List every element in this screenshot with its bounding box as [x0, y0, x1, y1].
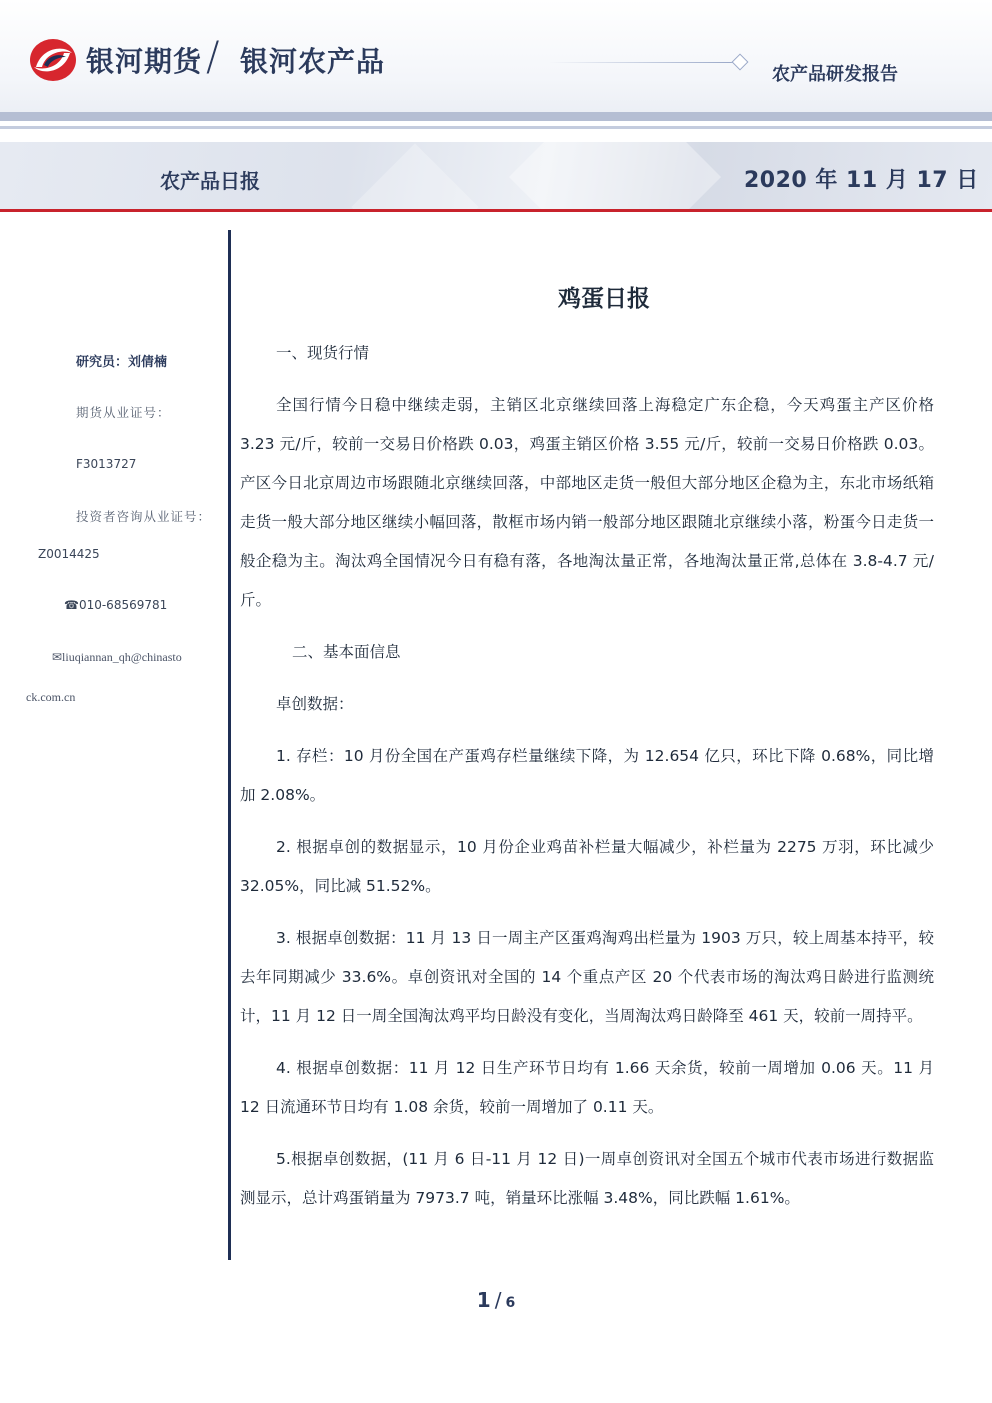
header-stripe: [0, 112, 992, 121]
spot-market-paragraph: 全国行情今日稳中继续走弱，主销区北京继续回落上海稳定广东企稳，今天鸡蛋主产区价格 3.23 元/斤，较前一交易日价格跌 0.03，鸡蛋主销区价格 3.55 元/斤，较前一交易日价格跌 0.03。产区今日北京周边市场跟随北京继续回落，中部地区走货一般但大部分地区企稳为主，东北市场纸箱走货一般大部分地区继续小幅回落，散框市场内销一般部分地区跟随北京继续小落，粉蛋今日走货一般企稳为主。淘汰鸡全国情况今日有稳有落，各地淘汰量正常，各地淘汰量正常,总体在 3.8-4.7 元/斤。: [240, 396, 934, 609]
list-item: 2. 根据卓创的数据显示，10 月份企业鸡苗补栏量大幅减少，补栏量为 2275 万羽，环比减少 32.05%，同比减 51.52%。: [240, 838, 934, 895]
list-item: 5.根据卓创数据，(11 月 6 日-11 月 12 日)一周卓创资讯对全国五个城市代表市场进行数据监测显示，总计鸡蛋销量为 7973.7 吨，销量环比涨幅 3.48%，同比跌幅 1.61%。: [240, 1150, 934, 1207]
cert-label: 期货从业证号：: [76, 405, 171, 420]
report-date: 2020 年 11 月 17 日: [744, 168, 979, 193]
brand-separator: /: [206, 34, 220, 80]
decorative-shape: [351, 143, 478, 210]
investor-cert-label: 投资者咨询从业证号：: [76, 509, 212, 524]
header-stripe-thin: [0, 126, 992, 129]
galaxy-futures-logo-icon: [28, 37, 78, 83]
red-divider: [0, 209, 992, 212]
decorative-line: [548, 62, 734, 63]
category-title: 农产品日报: [160, 169, 260, 193]
page-separator: /: [494, 1288, 502, 1312]
cert-number: F3013727: [76, 457, 137, 471]
page-number: [0, 1288, 992, 1312]
report-type: 农产品研发报告: [772, 64, 898, 85]
page-current: 1: [476, 1288, 491, 1312]
brand-name: 银河期货: [86, 45, 203, 78]
brand-subtitle: 银河农产品: [240, 45, 386, 78]
list-item: 3. 根据卓创数据：11 月 13 日一周主产区蛋鸡淘鸡出栏量为 1903 万只，较上周基本持平，较去年同期减少 33.6%。卓创资讯对全国的 14 个重点产区 20 个代表市场的淘汰鸡日龄进行监测统计，11 月 12 日一周全国淘汰鸡平均日龄没有变化，当周淘汰鸡日龄降至 461 天，较前一周持平。: [240, 929, 934, 1025]
section-heading-fundamentals: 二、基本面信息: [292, 643, 401, 661]
list-item: 4. 根据卓创数据：11 月 12 日生产环节日均有 1.66 天余货，较前一周增加 0.06 天。11 月 12 日流通环节日均有 1.08 余货，较前一周增加了 0.11 天。: [240, 1059, 934, 1116]
document-title: 鸡蛋日报: [558, 286, 650, 312]
page-total: 6: [505, 1295, 516, 1311]
sidebar-divider: [228, 230, 231, 1260]
email-link[interactable]: ✉liuqiannan_qh@chinasto: [52, 650, 182, 664]
list-item: 1. 存栏：10 月份全国在产蛋鸡存栏量继续下降，为 12.654 亿只，环比下降 0.68%，同比增加 2.08%。: [240, 747, 934, 804]
researcher-name: 研究员：刘倩楠: [76, 355, 168, 370]
decorative-shape: [509, 142, 721, 210]
source-label: 卓创数据：: [276, 695, 354, 713]
section-heading-spot: 一、现货行情: [276, 344, 370, 362]
email-link-continued[interactable]: ck.com.cn: [26, 690, 76, 704]
phone-contact: ☎010-68569781: [64, 598, 168, 612]
main-content: [240, 334, 934, 1231]
investor-cert-number: Z0014425: [38, 547, 100, 561]
